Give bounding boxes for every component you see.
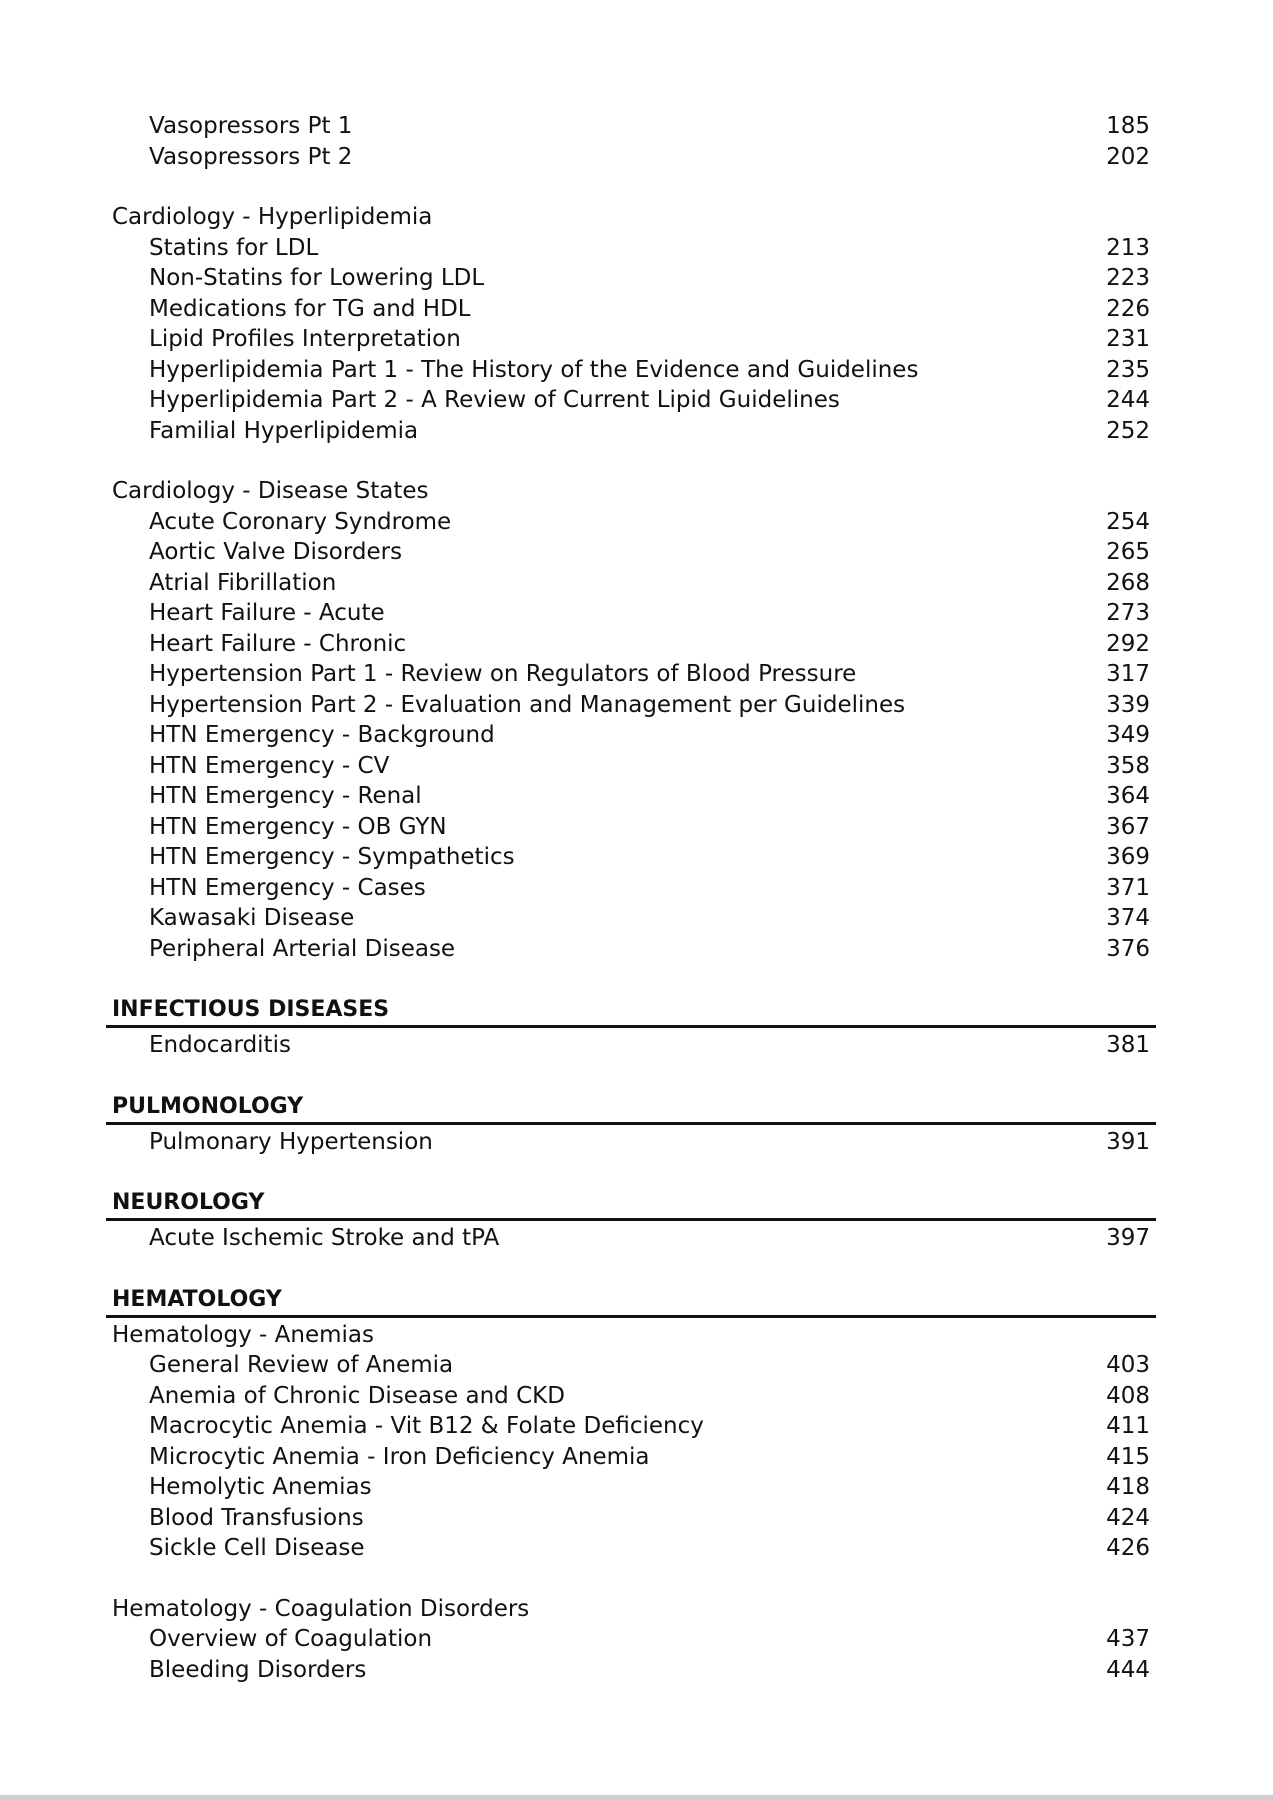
toc-entry-title: HTN Emergency - Cases: [149, 874, 426, 901]
subsection-heading: [106, 476, 1156, 507]
toc-entry-title: General Review of Anemia: [149, 1352, 454, 1378]
toc-entry-title: Overview of Coagulation: [149, 1626, 433, 1652]
toc-entry-page-number: 185: [1106, 113, 1150, 139]
toc-entry[interactable]: [106, 263, 1156, 294]
toc-entry[interactable]: [106, 903, 1156, 934]
toc-entry-page-number: 371: [1106, 874, 1150, 901]
toc-entry[interactable]: [106, 568, 1156, 599]
toc-entry[interactable]: [106, 1503, 1156, 1534]
toc-entry-page-number: 397: [1106, 1225, 1150, 1251]
toc-entry-title: Pulmonary Hypertension: [149, 1128, 433, 1155]
major-section-heading: INFECTIOUS DISEASES: [106, 994, 1156, 1028]
toc-entry-page-number: 369: [1106, 844, 1150, 870]
toc-entry-title: Macrocytic Anemia - Vit B12 & Folate Deficiency: [149, 1413, 704, 1439]
toc-entry[interactable]: [106, 598, 1156, 629]
toc-entry[interactable]: [106, 720, 1156, 751]
toc-entry-title: Bleeding Disorders: [149, 1656, 367, 1683]
section-spacer: [106, 1564, 1156, 1594]
toc-entry-page-number: 254: [1106, 508, 1150, 535]
toc-entry[interactable]: [106, 1533, 1156, 1564]
toc-entry[interactable]: [106, 812, 1156, 843]
toc-entry-title: Hypertension Part 1 - Review on Regulators of Blood Pressure: [149, 661, 857, 687]
toc-entry[interactable]: [106, 1624, 1156, 1655]
toc-entry-title: Statins for LDL: [149, 234, 319, 261]
toc-entry-page-number: 223: [1106, 265, 1150, 291]
toc-entry[interactable]: [106, 659, 1156, 690]
toc-entry-page-number: 202: [1106, 143, 1150, 170]
toc-entry-page-number: 252: [1106, 417, 1150, 444]
toc-entry-title: HTN Emergency - Background: [149, 722, 495, 748]
toc-entry-page-number: 213: [1106, 234, 1150, 261]
toc-entry-page-number: 403: [1106, 1352, 1150, 1378]
toc-entry[interactable]: [106, 1127, 1156, 1158]
toc-entry-page-number: 374: [1106, 905, 1150, 931]
toc-entry[interactable]: [106, 1442, 1156, 1473]
major-section-heading: PULMONOLOGY: [106, 1091, 1156, 1125]
toc-entry-page-number: 426: [1106, 1535, 1150, 1561]
toc-entry-page-number: 391: [1106, 1128, 1150, 1155]
toc-entry-title: Aortic Valve Disorders: [149, 539, 403, 565]
toc-entry-title: Hypertension Part 2 - Evaluation and Management per Guidelines: [149, 691, 906, 718]
toc-entry-title: Atrial Fibrillation: [149, 569, 337, 596]
section-spacer: [106, 1061, 1156, 1091]
toc-entry-title: Acute Ischemic Stroke and tPA: [149, 1225, 500, 1251]
toc-entry[interactable]: [106, 385, 1156, 416]
toc-entry-page-number: 444: [1106, 1656, 1150, 1683]
toc-entry-title: Sickle Cell Disease: [149, 1535, 365, 1561]
toc-entry[interactable]: [106, 781, 1156, 812]
toc-entry-title: Microcytic Anemia - Iron Deficiency Anemia: [149, 1443, 650, 1470]
toc-entry-title: HTN Emergency - OB GYN: [149, 813, 447, 840]
toc-entry[interactable]: [106, 294, 1156, 325]
page-bottom-edge: [0, 1795, 1273, 1800]
toc-entry-title: Kawasaki Disease: [149, 905, 355, 931]
toc-entry[interactable]: [106, 355, 1156, 386]
toc-entry-title: Non-Statins for Lowering LDL: [149, 265, 485, 291]
toc-entry-page-number: 339: [1106, 691, 1150, 718]
toc-entry[interactable]: [106, 629, 1156, 660]
toc-entry[interactable]: [106, 507, 1156, 538]
subsection-heading-text: Cardiology - Hyperlipidemia: [112, 204, 433, 230]
section-spacer: [106, 172, 1156, 202]
toc-entry[interactable]: [106, 142, 1156, 173]
toc-entry-title: Peripheral Arterial Disease: [149, 935, 456, 962]
toc-entry-page-number: 424: [1106, 1504, 1150, 1531]
toc-entry-title: HTN Emergency - Renal: [149, 783, 422, 809]
major-section-heading: NEUROLOGY: [106, 1187, 1156, 1221]
toc-entry[interactable]: [106, 1223, 1156, 1254]
toc-entry[interactable]: [106, 1381, 1156, 1412]
toc-entry-title: Lipid Profiles Interpretation: [149, 326, 461, 352]
toc-entry[interactable]: [106, 690, 1156, 721]
subsection-heading: [106, 1320, 1156, 1351]
toc-entry[interactable]: [106, 873, 1156, 904]
subsection-heading: [106, 202, 1156, 233]
toc-entry[interactable]: [106, 1655, 1156, 1686]
toc-entry-title: HTN Emergency - CV: [149, 752, 390, 779]
toc-entry-title: Hyperlipidemia Part 2 - A Review of Current Lipid Guidelines: [149, 387, 840, 413]
toc-entry-page-number: 226: [1106, 295, 1150, 322]
section-spacer: [106, 964, 1156, 994]
toc-entry-title: Familial Hyperlipidemia: [149, 417, 419, 444]
toc-entry[interactable]: [106, 842, 1156, 873]
toc-entry-page-number: 408: [1106, 1382, 1150, 1409]
toc-entry[interactable]: [106, 111, 1156, 142]
toc-entry-title: HTN Emergency - Sympathetics: [149, 844, 515, 870]
toc-entry-page-number: 364: [1106, 783, 1150, 809]
toc-entry[interactable]: [106, 1350, 1156, 1381]
toc-entry-page-number: 381: [1106, 1032, 1150, 1058]
toc-entry-title: Vasopressors Pt 1: [149, 113, 353, 139]
toc-entry[interactable]: [106, 233, 1156, 264]
toc-entry[interactable]: [106, 1472, 1156, 1503]
subsection-heading-text: Cardiology - Disease States: [112, 478, 429, 504]
major-section-heading: HEMATOLOGY: [106, 1284, 1156, 1318]
toc-entry-page-number: 244: [1106, 387, 1150, 413]
toc-entry[interactable]: [106, 751, 1156, 782]
toc-entry[interactable]: [106, 1030, 1156, 1061]
toc-entry-title: Anemia of Chronic Disease and CKD: [149, 1382, 565, 1409]
toc-entry-page-number: 273: [1106, 600, 1150, 626]
toc-entry-page-number: 317: [1106, 661, 1150, 687]
toc-entry-title: Hyperlipidemia Part 1 - The History of the Evidence and Guidelines: [149, 356, 919, 383]
toc-entry-page-number: 376: [1106, 935, 1150, 962]
toc-entry-page-number: 265: [1106, 539, 1150, 565]
toc-entry-page-number: 268: [1106, 569, 1150, 596]
toc-entry-page-number: 358: [1106, 752, 1150, 779]
toc-entry-title: Medications for TG and HDL: [149, 295, 471, 322]
toc-entry-title: Heart Failure - Chronic: [149, 630, 407, 657]
subsection-heading-text: Hematology - Coagulation Disorders: [112, 1595, 530, 1622]
toc-entry-page-number: 418: [1106, 1474, 1150, 1500]
toc-entry-title: Heart Failure - Acute: [149, 600, 385, 626]
subsection-heading: [106, 1594, 1156, 1625]
toc-entry[interactable]: [106, 1411, 1156, 1442]
toc-entry[interactable]: [106, 537, 1156, 568]
subsection-heading-text: Hematology - Anemias: [112, 1321, 374, 1348]
toc-entry-page-number: 411: [1106, 1413, 1150, 1439]
toc-entry-page-number: 437: [1106, 1626, 1150, 1652]
section-spacer: [106, 446, 1156, 476]
section-spacer: [106, 1157, 1156, 1187]
toc-entry-page-number: 231: [1106, 326, 1150, 352]
toc-entry[interactable]: [106, 934, 1156, 965]
toc-entry-page-number: 367: [1106, 813, 1150, 840]
section-spacer: [106, 1254, 1156, 1284]
toc-entry-page-number: 292: [1106, 630, 1150, 657]
table-of-contents: [106, 111, 1156, 1685]
toc-entry[interactable]: [106, 416, 1156, 447]
toc-entry-title: Vasopressors Pt 2: [149, 143, 353, 170]
toc-entry-page-number: 235: [1106, 356, 1150, 383]
toc-entry[interactable]: [106, 324, 1156, 355]
toc-entry-page-number: 415: [1106, 1443, 1150, 1470]
toc-entry-page-number: 349: [1106, 722, 1150, 748]
toc-entry-title: Hemolytic Anemias: [149, 1474, 372, 1500]
toc-entry-title: Blood Transfusions: [149, 1504, 364, 1531]
toc-entry-title: Endocarditis: [149, 1032, 291, 1058]
toc-entry-title: Acute Coronary Syndrome: [149, 508, 452, 535]
